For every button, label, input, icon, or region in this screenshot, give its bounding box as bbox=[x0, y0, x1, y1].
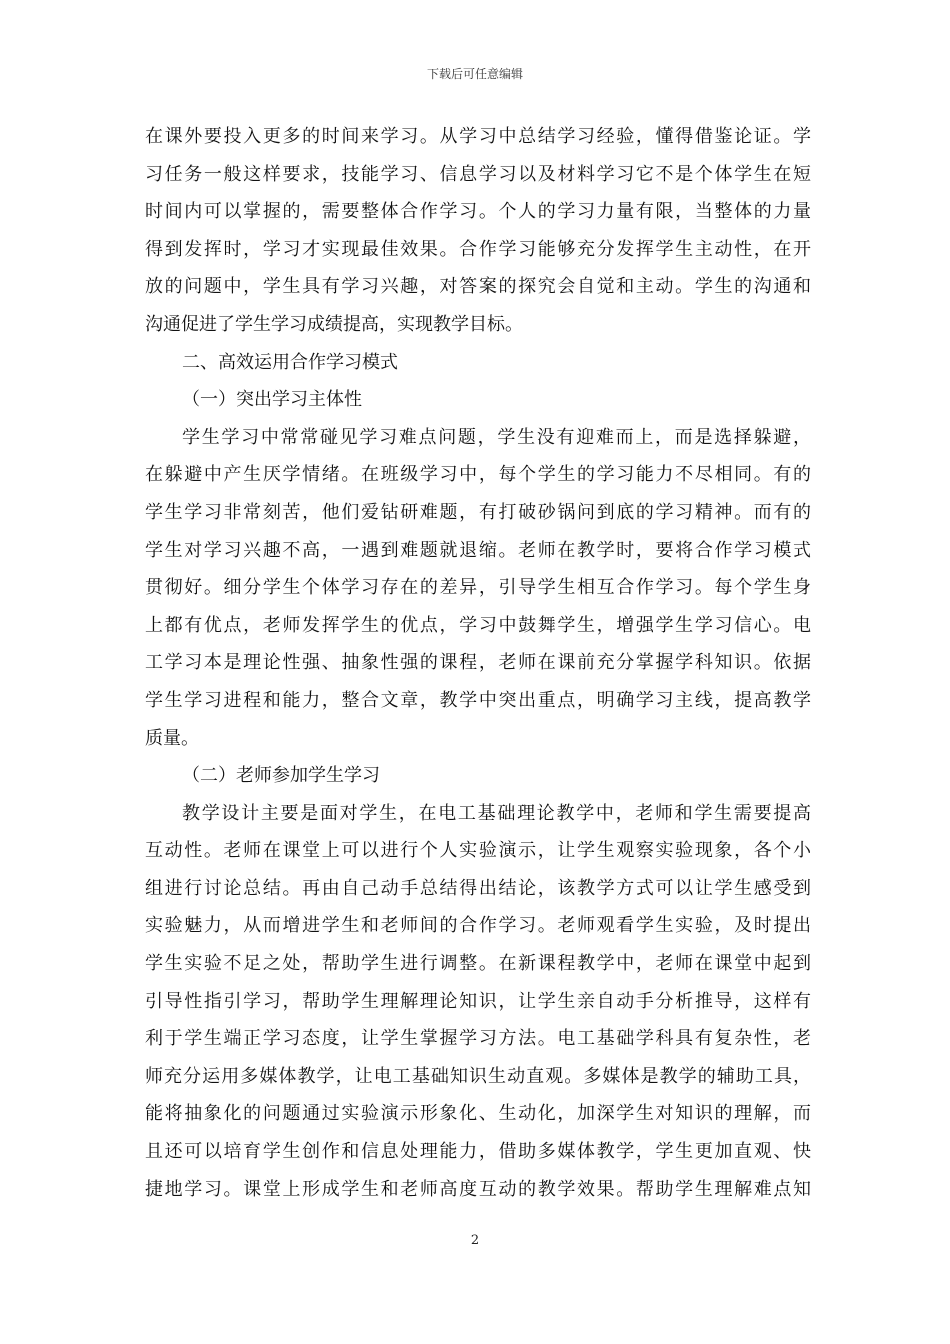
text-line: 学生学习非常刻苦，他们爱钻研难题，有打破砂锅问到底的学习精神。而有的 bbox=[145, 501, 811, 523]
text-line: 在课外要投入更多的时间来学习。从学习中总结学习经验，懂得借鉴论证。学 bbox=[145, 126, 811, 147]
text-line: 贯彻好。细分学生个体学习存在的差异，引导学生相互合作学习。每个学生身 bbox=[145, 577, 811, 599]
text-line: 学生学习进程和能力，整合文章，教学中突出重点，明确学习主线，提高教学 bbox=[145, 689, 811, 711]
text-line: 质量。 bbox=[145, 727, 199, 749]
document-body bbox=[145, 118, 811, 1208]
text-line: 师充分运用多媒体教学，让电工基础知识生动直观。多媒体是教学的辅助工具， bbox=[145, 1065, 811, 1087]
subsection-heading-text: （二）老师参加学生学习 bbox=[182, 765, 380, 787]
text-line: 得到发挥时，学习才实现最佳效果。合作学习能够充分发挥学生主动性，在开 bbox=[145, 238, 811, 260]
text-line: 捷地学习。课堂上形成学生和老师高度互动的教学效果。帮助学生理解难点知 bbox=[145, 1178, 811, 1200]
page-header: 下载后可任意编辑 bbox=[426, 67, 523, 81]
paragraph bbox=[145, 118, 811, 344]
text-line: 组进行讨论总结。再由自己动手总结得出结论，该教学方式可以让学生感受到 bbox=[145, 877, 811, 899]
text-line: 学生学习中常常碰见学习难点问题，学生没有迎难而上，而是选择躲避， bbox=[182, 426, 811, 448]
subsection-heading bbox=[145, 757, 811, 795]
text-line: 上都有优点，老师发挥学生的优点，学习中鼓舞学生，增强学生学习信心。电 bbox=[145, 614, 811, 636]
text-line: 利于学生端正学习态度，让学生掌握学习方法。电工基础学科具有复杂性，老 bbox=[145, 1028, 811, 1050]
text-line: 学生对学习兴趣不高，一遇到难题就退缩。老师在教学时，要将合作学习模式 bbox=[145, 539, 811, 561]
text-line: 且还可以培育学生创作和信息处理能力，借助多媒体教学，学生更加直观、快 bbox=[145, 1141, 811, 1163]
text-line: 工学习本是理论性强、抽象性强的课程，老师在课前充分掌握学科知识。依据 bbox=[145, 652, 811, 674]
text-line: 学生实验不足之处，帮助学生进行调整。在新课程教学中，老师在课堂中起到 bbox=[145, 953, 811, 975]
section-heading-text: 二、高效运用合作学习模式 bbox=[182, 351, 398, 373]
text-line: 互动性。老师在课堂上可以进行个人实验演示，让学生观察实验现象，各个小 bbox=[145, 840, 811, 862]
text-line: 能将抽象化的问题通过实验演示形象化、生动化，加深学生对知识的理解，而 bbox=[145, 1103, 811, 1125]
page-number: 2 bbox=[470, 1233, 480, 1248]
text-line: 时间内可以掌握的，需要整体合作学习。个人的学习力量有限，当整体的力量 bbox=[145, 201, 811, 223]
text-line: 习任务一般这样要求，技能学习、信息学习以及材料学习它不是个体学生在短 bbox=[145, 163, 811, 185]
paragraph bbox=[145, 419, 811, 757]
section-heading bbox=[145, 344, 811, 382]
text-line: 沟通促进了学生学习成绩提高，实现教学目标。 bbox=[145, 313, 523, 335]
subsection-heading-text: （一）突出学习主体性 bbox=[182, 389, 362, 411]
subsection-heading bbox=[145, 381, 811, 419]
text-line: 实验魅力，从而增进学生和老师间的合作学习。老师观看学生实验，及时提出 bbox=[145, 915, 811, 937]
paragraph bbox=[145, 795, 811, 1209]
text-line: 引导性指引学习，帮助学生理解理论知识，让学生亲自动手分析推导，这样有 bbox=[145, 990, 811, 1012]
text-line: 在躲避中产生厌学情绪。在班级学习中，每个学生的学习能力不尽相同。有的 bbox=[145, 464, 811, 486]
text-line: 放的问题中，学生具有学习兴趣，对答案的探究会自觉和主动。学生的沟通和 bbox=[145, 276, 811, 298]
text-line: 教学设计主要是面对学生，在电工基础理论教学中，老师和学生需要提高 bbox=[182, 802, 811, 824]
